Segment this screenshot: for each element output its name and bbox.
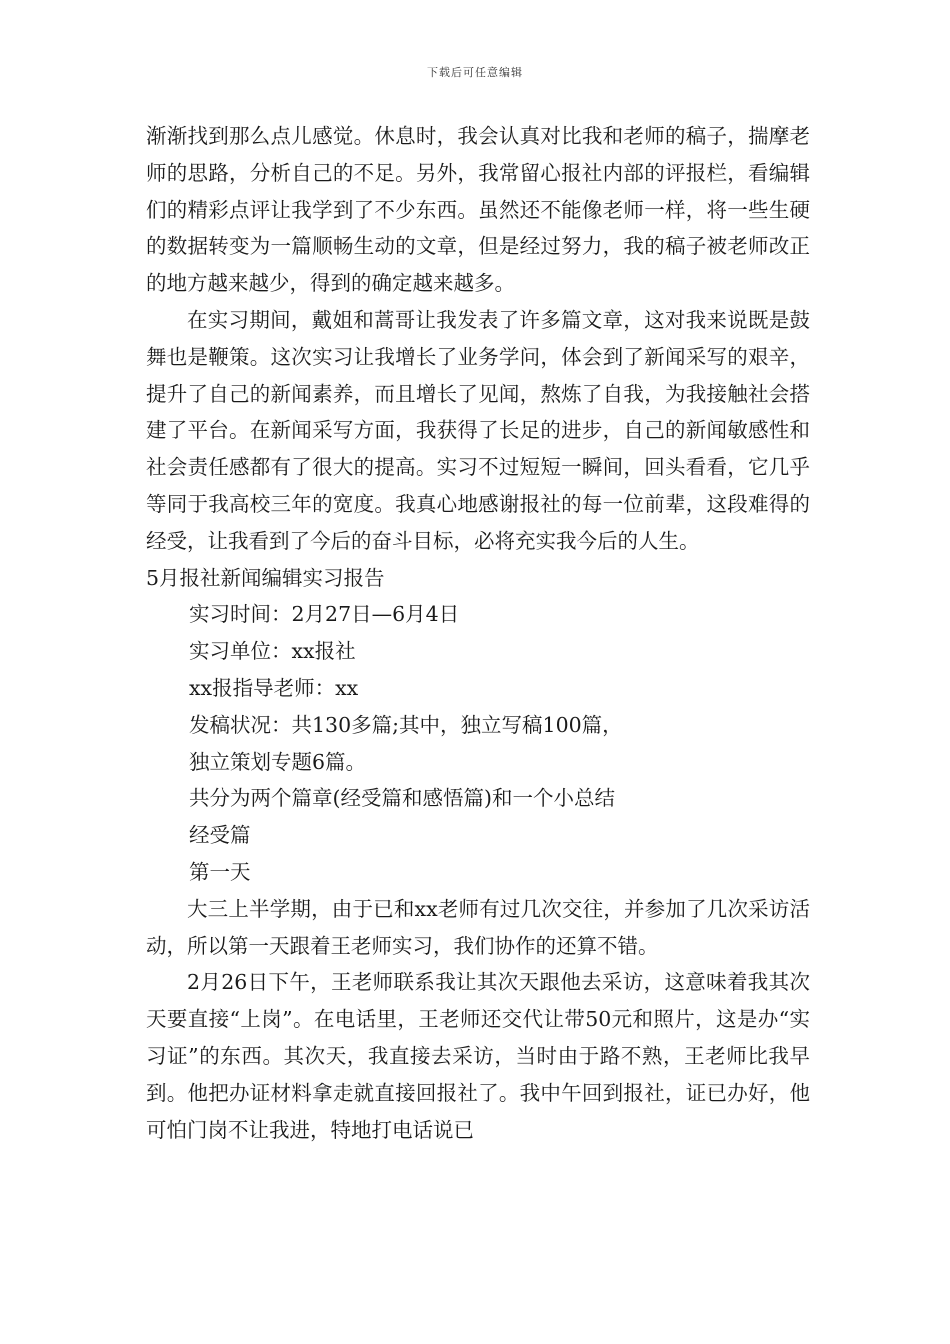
paragraph-4: 2月26日下午，王老师联系我让其次天跟他去采访，这意味着我其次天要直接“上岗”。在电话里，王老师还交代让带50元和照片，这是办“实习证”的东西。其次天，我直接去采访，当时由于路不熟，王老师比我早到。他把办证材料拿走就直接回报社了。我中午回到报社，证已办好，他可怕门岗不让我进，特地打电话说已 [146,970,810,1142]
paragraph-3: 大三上半学期，由于已和xx老师有过几次交往，并参加了几次采访活动，所以第一天跟着王老师实习，我们协作的还算不错。 [146,896,810,958]
paragraph-2: 在实习期间，戴姐和蒿哥让我发表了许多篇文章，这对我来说既是鼓舞也是鞭策。这次实习让我增长了业务学问，体会到了新闻采写的艰辛，提升了自己的新闻素养，而且增长了见闻，熬炼了自我，为我接触社会搭建了平台。在新闻采写方面，我获得了长足的进步，自己的新闻敏感性和社会责任感都有了很大的提高。实习不过短短一瞬间，回头看看，它几乎等同于我高校三年的宽度。我真心地感谢报社的每一位前辈，这段难得的经受，让我看到了今后的奋斗目标，必将充实我今后的人生。 [146,307,810,553]
info-line-chapters: 共分为两个篇章(经受篇和感悟篇)和一个小总结 [189,786,615,811]
document-body [146,118,810,1148]
section-heading-experience: 经受篇 [189,823,251,848]
paragraph-1: 渐渐找到那么点儿感觉。休息时，我会认真对比我和老师的稿子，揣摩老师的思路，分析自己的不足。另外，我常留心报社内部的评报栏，看编辑们的精彩点评让我学到了不少东西。虽然还不能像老师一样，将一些生硬的数据转变为一篇顺畅生动的文章，但是经过努力，我的稿子被老师改正的地方越来越少，得到的确定越来越多。 [146,124,810,296]
report-title: 5月报社新闻编辑实习报告 [146,565,385,590]
info-line-teacher: xx报指导老师：xx [189,675,359,700]
info-line-time: 实习时间：2月27日—6月4日 [189,602,460,627]
subheading-day-one: 第一天 [189,859,251,884]
info-line-topics: 独立策划专题6篇。 [189,749,367,774]
info-line-articles: 发稿状况：共130多篇;其中，独立写稿100篇， [189,712,623,737]
info-line-unit: 实习单位：xx报社 [189,639,356,664]
page-header: 下载后可任意编辑 [427,66,523,79]
